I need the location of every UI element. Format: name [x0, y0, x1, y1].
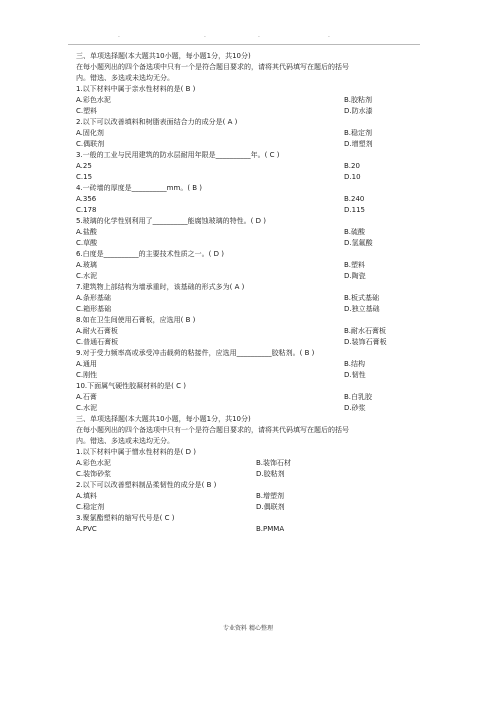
question-text: 2.以下可以改善填料和树脂表面结合力的成分是( A ): [76, 118, 238, 126]
section-instructions: 内。错选、多选或未选均无分。: [76, 437, 174, 445]
options-row: [76, 403, 428, 414]
options-row: [76, 491, 428, 502]
option-a: A.固化剂: [76, 129, 104, 137]
options-row: [76, 194, 428, 205]
options-row: [76, 227, 428, 238]
option-b: B.胶粘剂: [344, 96, 373, 104]
section-instructions: 在每小题列出的四个备选项中只有一个是符合题目要求的，请将其代码填写在题后的括号: [76, 63, 349, 71]
question-text: 9.对于受力频率高或承受冲击载荷的粘接件，应选用__________胶粘剂。( B ): [76, 349, 315, 357]
section-instructions: 在每小题列出的四个备选项中只有一个是符合题目要求的，请将其代码填写在题后的括号: [76, 426, 349, 434]
option-b: B.稳定剂: [344, 129, 373, 137]
options-row: [76, 172, 428, 183]
option-c: C.15: [76, 173, 93, 181]
option-a: A.彩色水泥: [76, 459, 111, 467]
option-b: B.白乳胶: [344, 393, 373, 401]
option-c: C.草酸: [76, 239, 98, 247]
option-a: A.盐酸: [76, 228, 97, 236]
option-c: C.偶联剂: [76, 140, 105, 148]
options-row: [76, 139, 428, 150]
option-c: C.装饰砂浆: [76, 470, 112, 478]
option-a: A.玻璃: [76, 261, 97, 269]
option-b: B.装饰石材: [256, 459, 292, 467]
option-c: C.刚性: [76, 371, 98, 379]
option-d: D.装饰石膏板: [344, 338, 387, 346]
question-text: 7.建筑物上部结构为墙承重时，该基础的形式多为( A ): [76, 283, 245, 291]
section-instructions: 内。错选、多选或未选均无分。: [76, 74, 174, 82]
option-a: A.条形基础: [76, 294, 111, 302]
question-text: 3.一般的工业与民用建筑的防水层耐用年限是__________年。( C ): [76, 151, 280, 159]
page-footer: 专业资料 精心整理: [223, 625, 273, 632]
options-row: [76, 524, 428, 535]
options-row: [76, 502, 428, 513]
option-d: D.偶联剂: [256, 503, 285, 511]
option-d: D.10: [344, 173, 361, 181]
option-a: A.填料: [76, 492, 97, 500]
options-row: [76, 95, 428, 106]
options-row: [76, 106, 428, 117]
section-title: 三、单项选择题(本大题共10小题，每小题1分，共10分): [76, 415, 251, 423]
options-row: [76, 469, 428, 480]
header-rule: [68, 44, 420, 45]
header-dot: .: [258, 32, 260, 39]
option-b: B.结构: [344, 360, 366, 368]
options-row: [76, 337, 428, 348]
option-b: B.增塑剂: [256, 492, 285, 500]
question-text: 2.以下可以改善塑料制品柔韧性的成分是( B ): [76, 481, 217, 489]
option-c: C.塑料: [76, 107, 98, 115]
option-d: D.增塑剂: [344, 140, 373, 148]
option-b: B.240: [344, 195, 365, 203]
option-b: B.塑料: [344, 261, 366, 269]
option-c: C.普通石膏板: [76, 338, 119, 346]
option-c: C.水泥: [76, 404, 98, 412]
option-c: C.稳定剂: [76, 503, 105, 511]
options-row: [76, 205, 428, 216]
option-c: C.箱形基础: [76, 305, 112, 313]
option-a: A.356: [76, 195, 97, 203]
options-row: [76, 128, 428, 139]
option-b: B.硫酸: [344, 228, 366, 236]
header-dot: .: [328, 32, 330, 39]
header-dots: [0, 33, 496, 41]
option-d: D.115: [344, 206, 365, 214]
option-c: C.水泥: [76, 272, 98, 280]
option-b: B.板式基础: [344, 294, 380, 302]
document-body: [76, 51, 428, 535]
option-d: D.独立基础: [344, 305, 380, 313]
options-row: [76, 392, 428, 403]
option-a: A.通用: [76, 360, 97, 368]
question-text: 1.以下材料中属于憎水性材料的是( D ): [76, 448, 196, 456]
option-a: A.耐火石膏板: [76, 327, 118, 335]
options-row: [76, 271, 428, 282]
option-d: D.氢氟酸: [344, 239, 373, 247]
question-text: 3.聚氯酯塑料的缩写代号是( C ): [76, 514, 175, 522]
option-a: A.石膏: [76, 393, 97, 401]
question-text: 10.下面属气硬性胶凝材料的是( C ): [76, 382, 186, 390]
option-b: B.耐水石膏板: [344, 327, 387, 335]
option-d: D.防水漆: [344, 107, 373, 115]
option-b: B.20: [344, 162, 360, 170]
option-d: D.韧性: [344, 371, 366, 379]
header-dot: .: [204, 32, 206, 39]
question-text: 1.以下材料中属于亲水性材料的是( B ): [76, 85, 196, 93]
options-row: [76, 326, 428, 337]
question-text: 8.如在卫生间使用石膏板，应选用( B ): [76, 316, 196, 324]
options-row: [76, 238, 428, 249]
options-row: [76, 260, 428, 271]
options-row: [76, 370, 428, 381]
option-b: B.PMMA: [256, 525, 285, 533]
question-text: 4.一砖墙的厚度是__________mm。( B ): [76, 184, 203, 192]
option-d: D.砂浆: [344, 404, 366, 412]
option-a: A.彩色水泥: [76, 96, 111, 104]
option-c: C.178: [76, 206, 97, 214]
option-d: D.陶瓷: [344, 272, 366, 280]
option-d: D.胶粘剂: [256, 470, 285, 478]
options-row: [76, 458, 428, 469]
header-dot: .: [118, 32, 120, 39]
options-row: [76, 161, 428, 172]
section-title: 三、单项选择题(本大题共10小题，每小题1分，共10分): [76, 52, 251, 60]
option-a: A.25: [76, 162, 92, 170]
question-text: 6.白度是__________的主要技术性质之一。( D ): [76, 250, 224, 258]
options-row: [76, 293, 428, 304]
question-text: 5.玻璃的化学性别利用了__________能腐蚀玻璃的特性。( D ): [76, 217, 266, 225]
option-a: A.PVC: [76, 525, 97, 533]
options-row: [76, 304, 428, 315]
options-row: [76, 359, 428, 370]
